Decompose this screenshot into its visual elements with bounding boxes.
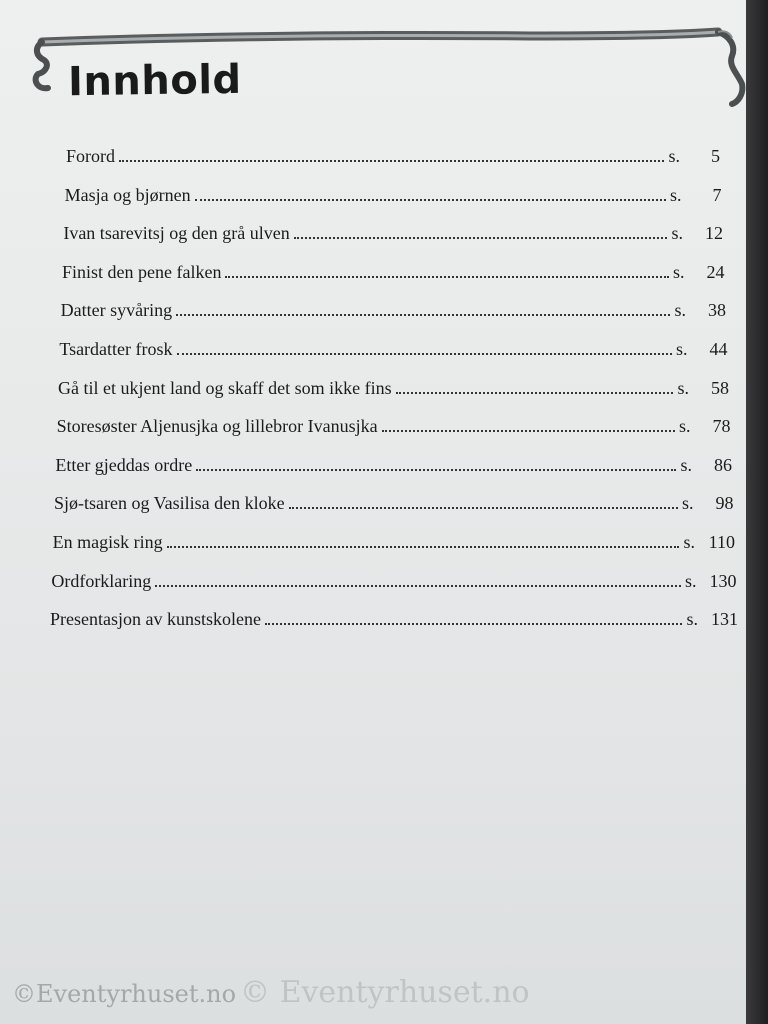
toc-page-number: 58	[711, 377, 729, 398]
toc-entry-title: Presentasjon av kunstskolene	[50, 609, 261, 630]
toc-page-number: 7	[712, 184, 722, 205]
toc-leader-dots	[155, 584, 681, 587]
toc-entry	[59, 339, 727, 360]
toc-page-number: 86	[713, 454, 732, 475]
toc-page-prefix: s.	[672, 261, 685, 282]
toc-entry	[58, 378, 729, 399]
toc-entry-title: Tsardatter frosk	[59, 339, 173, 359]
toc-leader-dots	[195, 198, 666, 201]
toc-leader-dots	[265, 622, 683, 625]
toc-entry	[57, 416, 731, 437]
toc-page-number: 130	[709, 570, 737, 591]
toc-page-number: 5	[711, 146, 720, 166]
toc-entry-title: Ordforklaring	[51, 570, 152, 591]
toc-leader-dots	[176, 313, 670, 316]
watermark-primary: ©Eventyrhuset.no	[12, 980, 237, 1008]
toc-page-number: 131	[711, 609, 738, 630]
page-title: Innhold	[67, 56, 242, 106]
toc-page-number: 78	[712, 416, 731, 437]
toc-page-prefix: s.	[675, 339, 688, 359]
toc-entry	[50, 609, 738, 630]
toc-page-number: 98	[715, 493, 734, 514]
toc-entry	[53, 532, 735, 553]
toc-page-number: 24	[706, 261, 725, 282]
watermark-secondary: © Eventyrhuset.no	[240, 975, 530, 1010]
toc-leader-dots	[196, 468, 676, 471]
toc-entry	[55, 455, 732, 476]
toc-entry-title: Ivan tsarevitsj og den grå ulven	[63, 223, 290, 244]
toc-page-prefix: s.	[678, 416, 691, 437]
toc-page-number: 12	[704, 223, 723, 244]
toc-entry-title: Masja og bjørnen	[64, 184, 191, 205]
toc-page-prefix: s.	[686, 609, 698, 630]
toc-entry	[65, 185, 722, 206]
toc-entry-title: Storesøster Aljenusjka og lillebror Ivanusjka	[56, 416, 378, 437]
toc-page-prefix: s.	[674, 300, 686, 321]
toc-entry	[63, 223, 723, 244]
toc-entry-title: Etter gjeddas ordre	[55, 454, 193, 475]
toc-leader-dots	[225, 275, 669, 278]
toc-entry	[66, 146, 720, 167]
toc-entry	[51, 571, 736, 592]
toc-leader-dots	[396, 391, 674, 394]
toc-page-prefix: s.	[669, 184, 682, 205]
toc-page-prefix: s.	[677, 377, 689, 398]
toc-page-number: 44	[709, 339, 728, 359]
toc-leader-dots	[294, 236, 668, 239]
toc-page-number: 38	[707, 300, 726, 321]
toc-entry-title: Sjø-tsaren og Vasilisa den kloke	[54, 493, 285, 514]
toc-page-prefix: s.	[680, 454, 692, 475]
toc-leader-dots	[289, 506, 678, 509]
toc-entry-title: Datter syvåring	[60, 300, 173, 321]
page-edge-shadow	[746, 0, 768, 1024]
watermark	[12, 975, 530, 1010]
toc-entry	[61, 300, 726, 321]
toc-entry-title: Finist den pene falken	[62, 261, 222, 282]
toc-leader-dots	[119, 159, 664, 162]
toc-page-prefix: s.	[668, 146, 680, 166]
toc-page-prefix: s.	[683, 532, 695, 552]
toc-entry-title: Gå til et ukjent land og skaff det som ikke fins	[58, 377, 392, 398]
toc-page-prefix: s.	[684, 570, 697, 591]
toc-entry	[54, 493, 734, 514]
toc-entry-title: Forord	[66, 146, 115, 166]
toc-leader-dots	[167, 545, 680, 548]
toc-leader-dots	[177, 352, 672, 355]
toc-page-prefix: s.	[681, 493, 694, 514]
toc-entry-title: En magisk ring	[52, 532, 163, 552]
toc-leader-dots	[382, 429, 675, 432]
toc-page-prefix: s.	[671, 223, 683, 244]
toc-page-number: 110	[708, 532, 735, 552]
toc-entry	[62, 262, 725, 283]
